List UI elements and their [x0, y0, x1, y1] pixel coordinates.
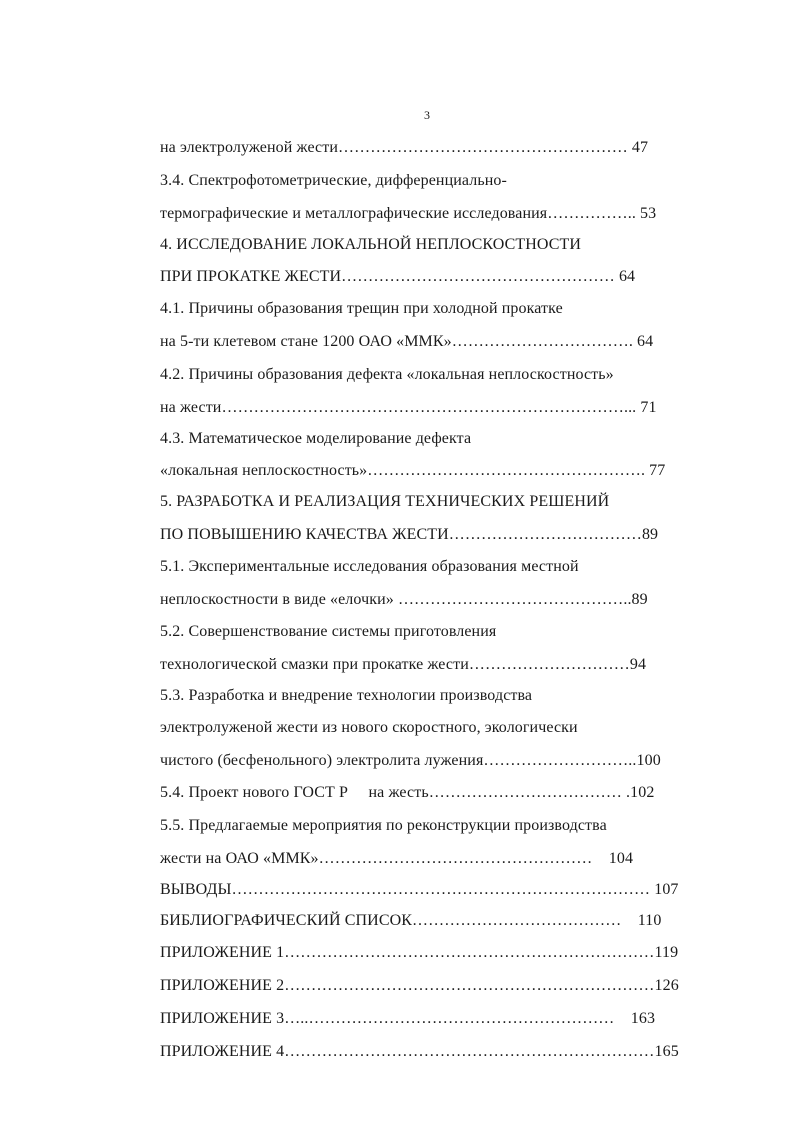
- toc-line: 4.1. Причины образования трещин при холодной прокатке: [160, 300, 563, 317]
- toc-line: на жести…………………………………………………………………... 71: [160, 399, 657, 416]
- toc-line: ВЫВОДЫ…………………………………………………………………… 107: [160, 881, 679, 898]
- toc-line: 4.3. Математическое моделирование дефекта: [160, 430, 472, 447]
- toc-line: термографические и металлографические исследования…………….. 53: [160, 205, 657, 222]
- toc-line: ПРИЛОЖЕНИЕ 2……………………………………………………………126: [160, 977, 679, 994]
- toc-line: ПРИЛОЖЕНИЕ 3…..………………………………………………… 163: [160, 1010, 656, 1027]
- toc-line: ПРИЛОЖЕНИЕ 4……………………………………………………………165: [160, 1043, 679, 1060]
- toc-line: ПРИ ПРОКАТКЕ ЖЕСТИ…………………………………………… 64: [160, 268, 636, 285]
- toc-line: 5.1. Экспериментальные исследования образования местной: [160, 558, 579, 575]
- toc-line: неплоскостности в виде «елочки» ……………………………………..89: [160, 591, 648, 608]
- toc-line: на электролуженой жести……………………………………………… 47: [160, 139, 649, 156]
- toc-line: чистого (бесфенольного) электролита лужения………………………..100: [160, 752, 661, 769]
- toc-line: «локальная неплоскостность»……………………………………………. 77: [160, 462, 666, 479]
- toc-line: 5.3. Разработка и внедрение технологии производства: [160, 687, 533, 704]
- toc-line: технологической смазки при прокатке жести…………………………94: [160, 656, 647, 673]
- toc-line: жести на ОАО «ММК»…………………………………………… 104: [160, 850, 634, 867]
- toc-line: 5.2. Совершенствование системы приготовления: [160, 623, 497, 640]
- toc-line: ПО ПОВЫШЕНИЮ КАЧЕСТВА ЖЕСТИ………………………………89: [160, 526, 659, 543]
- toc-line: электролуженой жести из нового скоростного, экологически: [160, 719, 578, 736]
- toc-line: 5. РАЗРАБОТКА И РЕАЛИЗАЦИЯ ТЕХНИЧЕСКИХ РЕШЕНИЙ: [160, 493, 610, 510]
- toc-line: БИБЛИОГРАФИЧЕСКИЙ СПИСОК………………………………… 110: [160, 912, 662, 929]
- toc-line: 5.4. Проект нового ГОСТ Р на жесть……………………………… .102: [160, 784, 655, 801]
- page-number: 3: [424, 108, 430, 122]
- toc-line: 4. ИССЛЕДОВАНИЕ ЛОКАЛЬНОЙ НЕПЛОСКОСТНОСТИ: [160, 236, 582, 253]
- toc-line: 5.5. Предлагаемые мероприятия по реконструкции производства: [160, 817, 607, 834]
- toc-line: на 5-ти клетевом стане 1200 ОАО «ММК»……………………………. 64: [160, 333, 654, 350]
- toc-line: ПРИЛОЖЕНИЕ 1……………………………………………………………119: [160, 944, 679, 961]
- toc-line: 4.2. Причины образования дефекта «локальная неплоскостность»: [160, 366, 614, 383]
- toc-line: 3.4. Спектрофотометрические, дифференциально-: [160, 172, 507, 189]
